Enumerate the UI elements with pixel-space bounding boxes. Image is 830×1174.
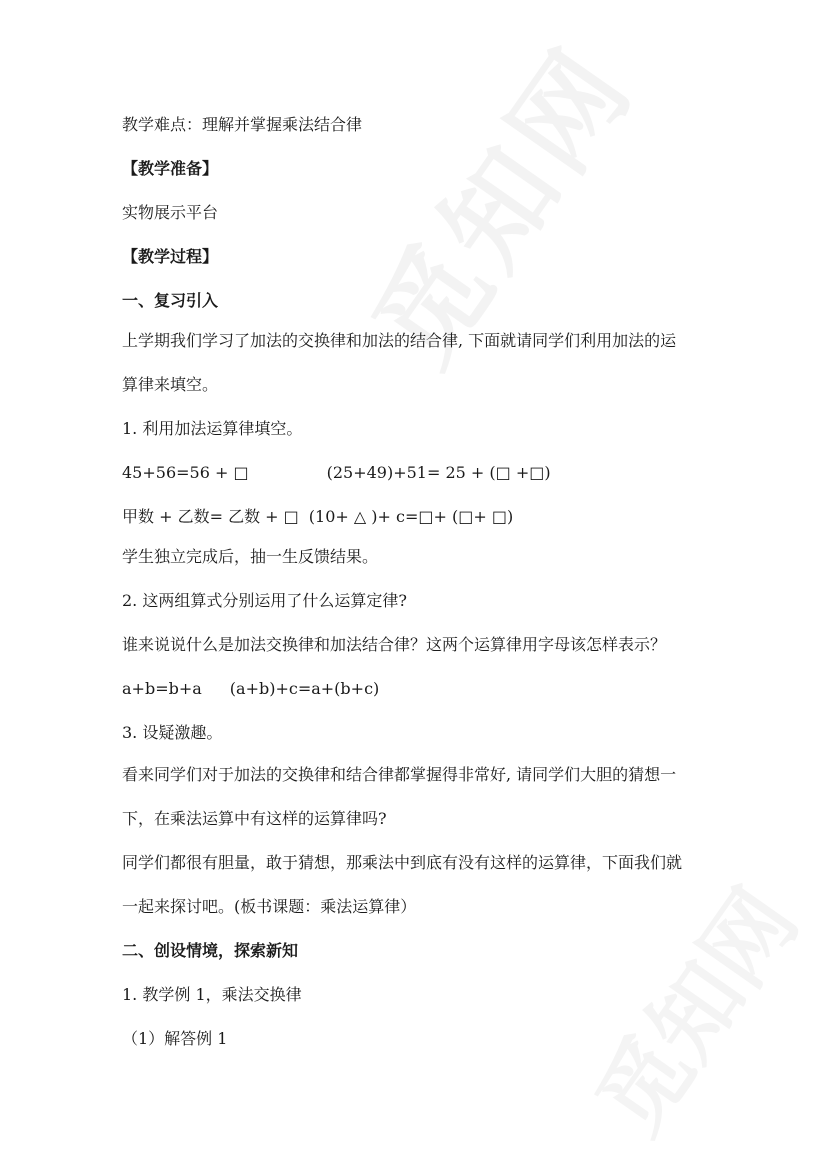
- paragraph-line: 上学期我们学习了加法的交换律和加法的结合律, 下面就请同学们利用加法的运: [122, 331, 677, 350]
- paragraph-line: 一起来探讨吧。(板书课题：乘法运算律）: [122, 897, 417, 916]
- list-item: 3. 设疑激趣。: [122, 723, 223, 742]
- watermark-text-lower: [560, 859, 821, 1155]
- formula-row: [122, 678, 379, 700]
- list-item: （1）解答例 1: [122, 1029, 228, 1048]
- paragraph-line: 谁来说说什么是加法交换律和加法结合律？这两个运算律用字母该怎样表示？: [122, 635, 667, 654]
- heading-teaching-process: 【教学过程】: [122, 247, 219, 266]
- preparation-item: 实物展示平台: [122, 203, 219, 222]
- equation-row: [122, 462, 551, 484]
- section-explore: 二、创设情境，探索新知: [122, 941, 299, 960]
- list-item: 1. 利用加法运算律填空。: [122, 419, 303, 438]
- paragraph-line: 下，在乘法运算中有这样的运算律吗?: [122, 809, 387, 828]
- paragraph-line: 算律来填空。: [122, 375, 219, 394]
- list-item: 1. 教学例 1，乘法交换律: [122, 985, 302, 1004]
- paragraph-line: 学生独立完成后，抽一生反馈结果。: [122, 547, 379, 566]
- paragraph-line: 看来同学们对于加法的交换律和结合律都掌握得非常好, 请同学们大胆的猜想一: [122, 765, 677, 784]
- equation: 45+56=56 + □: [122, 463, 249, 482]
- heading-teaching-preparation: 【教学准备】: [122, 159, 219, 178]
- equation: 甲数 + 乙数= 乙数 + □: [122, 507, 299, 526]
- formula: (a+b)+c=a+(b+c): [229, 679, 380, 698]
- formula: a+b=b+a: [122, 679, 202, 698]
- equation: (25+49)+51= 25 + (□ +□): [326, 463, 551, 482]
- equation-row: [122, 506, 513, 528]
- teaching-difficulty: 教学难点：理解并掌握乘法结合律: [122, 115, 363, 134]
- section-review: 一、复习引入: [122, 291, 219, 310]
- paragraph-line: 同学们都很有胆量，敢于猜想，那乘法中到底有没有这样的运算律，下面我们就: [122, 853, 683, 872]
- list-item: 2. 这两组算式分别运用了什么运算定律?: [122, 591, 407, 610]
- equation: (10+ △ )+ c=□+ (□+ □): [308, 507, 514, 526]
